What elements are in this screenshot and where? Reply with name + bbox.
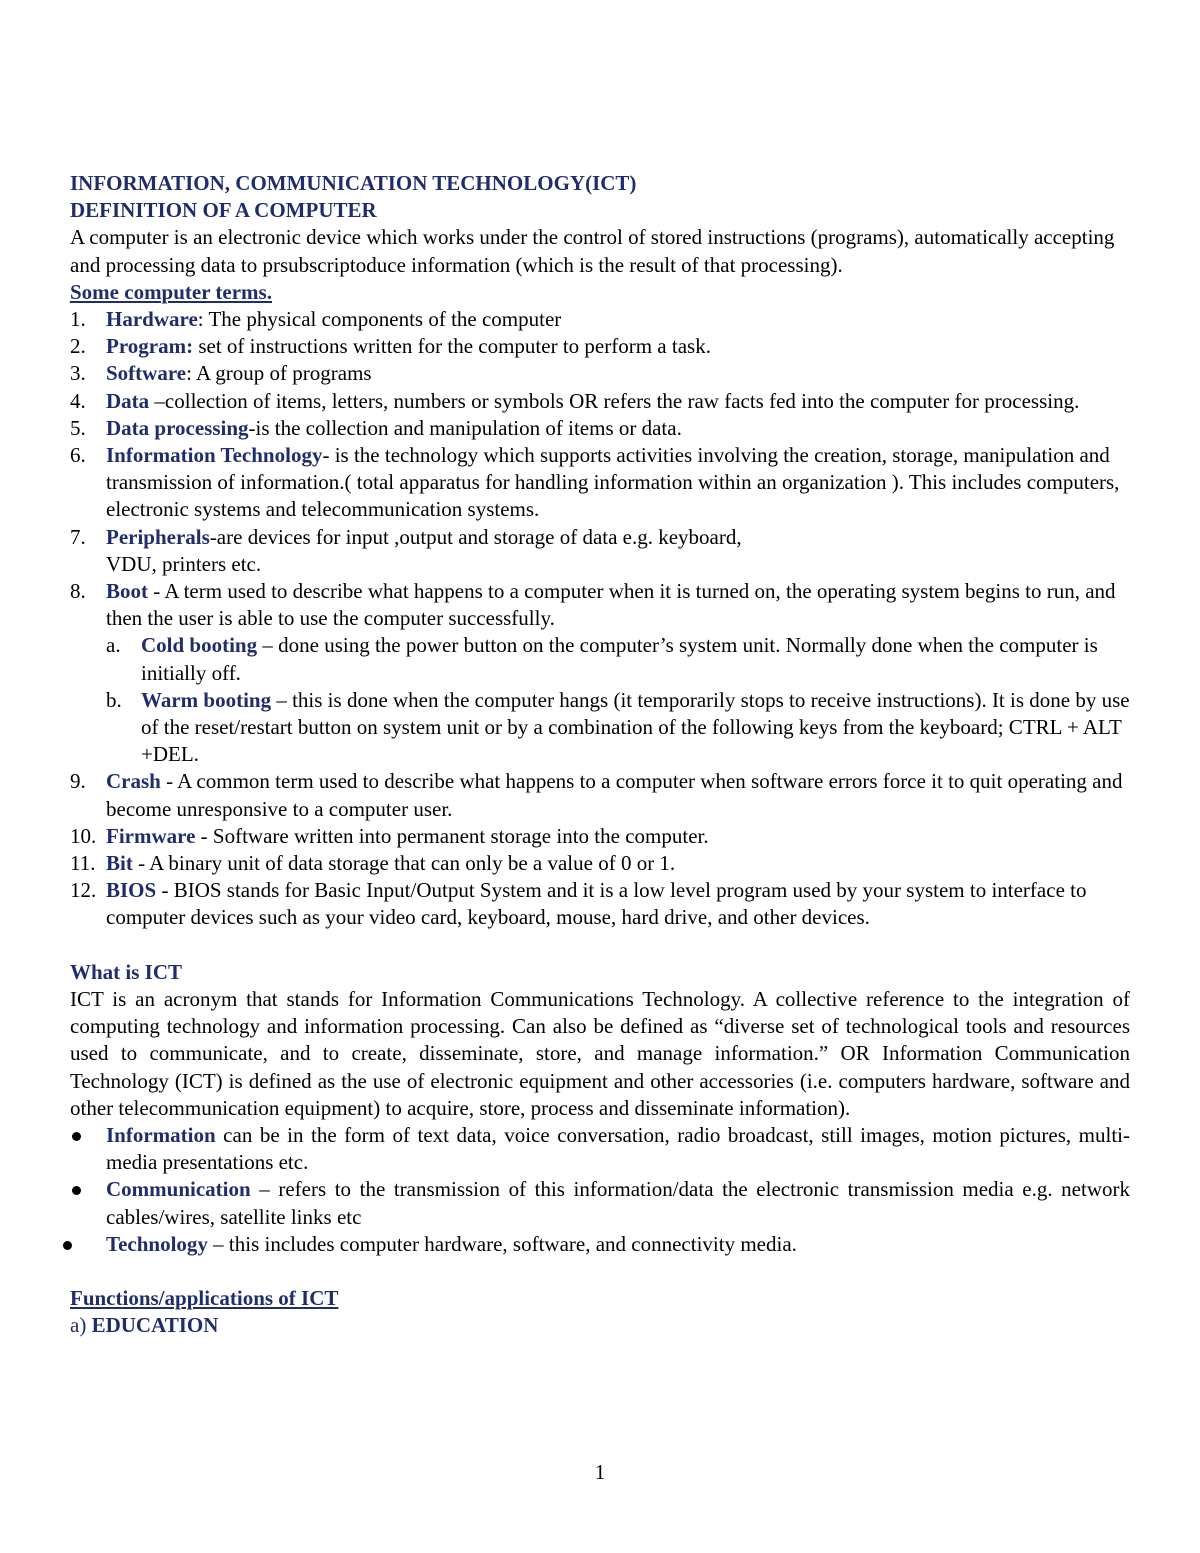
term-label: Data processing	[106, 415, 249, 440]
ict-paragraph: ICT is an acronym that stands for Information Communications Technology. A collective reference to the integration of computing technology and information processing. Can also be defined as “diverse set of technological tools and resources used to communicate, and to create, disseminate, store, and manage information.” OR Information Communication Technology (ICT) is defined as the use of electronic equipment and other accessories (i.e. computers hardware, software and other telecommunication equipment) to acquire, store, process and disseminate information).	[70, 986, 1130, 1120]
term-text: - is the technology which supports activities involving the creation, storage, manipulation and transmission of information.( total apparatus for handling information within an organization ). This includes computers, electronic systems and telecommunication systems.	[106, 443, 1120, 522]
spacer	[70, 1258, 1130, 1285]
list-item	[70, 850, 1130, 877]
term-text: set of instructions written for the computer to perform a task.	[193, 334, 711, 359]
term-text: : A group of programs	[186, 361, 372, 386]
bullet-icon	[72, 1132, 81, 1141]
term-text: – refers to the transmission of this information/data the electronic transmission media e.g. network cables/wires, satellite links etc	[106, 1177, 1130, 1229]
term-text: -are devices for input ,output and storage of data e.g. keyboard,	[209, 524, 742, 549]
term-label: Cold booting	[141, 633, 258, 658]
term-text: – done using the power button on the computer’s system unit. Normally done when the computer is initially off.	[141, 633, 1098, 685]
list-number: 7.	[70, 524, 86, 549]
list-number: 5.	[70, 415, 86, 440]
term-label: Software	[106, 361, 187, 386]
term-text: - A common term used to describe what happens to a computer when software errors force it to quit operating and become unresponsive to a computer user.	[106, 769, 1123, 821]
term-label: Crash	[106, 769, 161, 794]
subheading-education	[70, 1312, 1130, 1339]
list-number: 10.	[70, 823, 97, 848]
list-letter: b.	[106, 687, 122, 712]
term-label: Information Technology	[106, 443, 323, 468]
list-letter: a.	[106, 633, 121, 658]
section-heading-definition: DEFINITION OF A COMPUTER	[70, 198, 377, 223]
list-number: 11.	[70, 851, 96, 876]
list-item	[70, 388, 1130, 415]
list-item	[70, 415, 1130, 442]
list-item	[70, 578, 1130, 768]
term-label: Technology	[106, 1231, 208, 1256]
terms-list	[70, 306, 1130, 932]
term-text: – this includes computer hardware, software, and connectivity media.	[207, 1231, 797, 1256]
term-text: - Software written into permanent storage into the computer.	[195, 823, 709, 848]
list-number: 8.	[70, 579, 86, 604]
term-text: can be in the form of text data, voice conversation, radio broadcast, still images, motion pictures, multi-media presentations etc.	[106, 1122, 1130, 1175]
page-number: 1	[594, 1460, 606, 1484]
list-item	[70, 333, 1130, 360]
term-label: Firmware	[106, 823, 196, 848]
document-title: INFORMATION, COMMUNICATION TECHNOLOGY(ICT)	[70, 171, 637, 195]
term-label: Warm booting	[141, 687, 272, 712]
document-page	[70, 170, 1130, 1339]
term-label: Hardware	[106, 307, 198, 332]
list-item	[70, 823, 1130, 850]
list-number: 6.	[70, 443, 86, 468]
list-item	[70, 1176, 1130, 1230]
term-label: Communication	[106, 1177, 251, 1202]
list-item	[70, 877, 1130, 931]
term-text: - A term used to describe what happens to a computer when it is turned on, the operating system begins to run, and then the user is able to use the computer successfully.	[106, 579, 1116, 631]
bullet-icon	[63, 1241, 72, 1250]
section-heading-functions: Functions/applications of ICT	[70, 1285, 339, 1310]
list-number: 9.	[70, 769, 86, 794]
list-item	[70, 632, 1130, 686]
term-text-continued: VDU, printers etc.	[106, 551, 262, 576]
subheading-label: EDUCATION	[91, 1313, 219, 1338]
section-heading-terms: Some computer terms.	[70, 279, 272, 304]
term-label: Peripherals	[106, 524, 210, 549]
term-text: - A binary unit of data storage that can only be a value of 0 or 1.	[132, 851, 676, 876]
list-item	[70, 1122, 1130, 1176]
list-item	[70, 360, 1130, 387]
term-label: Program:	[106, 334, 194, 359]
list-item	[70, 687, 1130, 769]
term-text: : The physical components of the computer	[197, 307, 562, 332]
list-number: 3.	[70, 361, 86, 386]
list-number: 1.	[70, 307, 86, 332]
term-label: Information	[106, 1122, 216, 1147]
boot-sublist	[70, 632, 1130, 768]
term-label: Bit	[106, 851, 133, 876]
list-item	[70, 442, 1130, 524]
term-label: Data	[106, 388, 150, 413]
term-label: Boot	[106, 579, 148, 604]
list-number: 12.	[70, 878, 97, 903]
term-text: - BIOS stands for Basic Input/Output System and it is a low level program used by your system to interface to computer devices such as your video card, keyboard, mouse, hard drive, and other devices.	[106, 878, 1087, 930]
term-label: BIOS	[106, 878, 157, 903]
term-text: – this is done when the computer hangs (it temporarily stops to receive instructions). It is done by use of the reset/restart button on system unit or by a combination of the following keys from the keyboard; CTRL + ALT +DEL.	[141, 687, 1130, 767]
ict-bullet-list	[70, 1122, 1130, 1258]
section-heading-ict: What is ICT	[70, 959, 183, 984]
term-text: –collection of items, letters, numbers or symbols OR refers the raw facts fed into the computer for processing.	[149, 388, 1080, 413]
term-text: -is the collection and manipulation of items or data.	[248, 415, 682, 440]
spacer	[70, 932, 1130, 959]
list-item	[70, 768, 1130, 822]
list-item	[70, 524, 1130, 578]
bullet-icon	[72, 1186, 81, 1195]
definition-paragraph: A computer is an electronic device which works under the control of stored instructions (programs), automatically accepting and processing data to prsubscriptoduce information (which is the result of that processing).	[70, 225, 1115, 277]
list-item	[70, 306, 1130, 333]
subheading-prefix: a)	[70, 1313, 92, 1338]
list-number: 4.	[70, 388, 86, 413]
list-number: 2.	[70, 334, 86, 359]
list-item	[70, 1231, 1130, 1258]
